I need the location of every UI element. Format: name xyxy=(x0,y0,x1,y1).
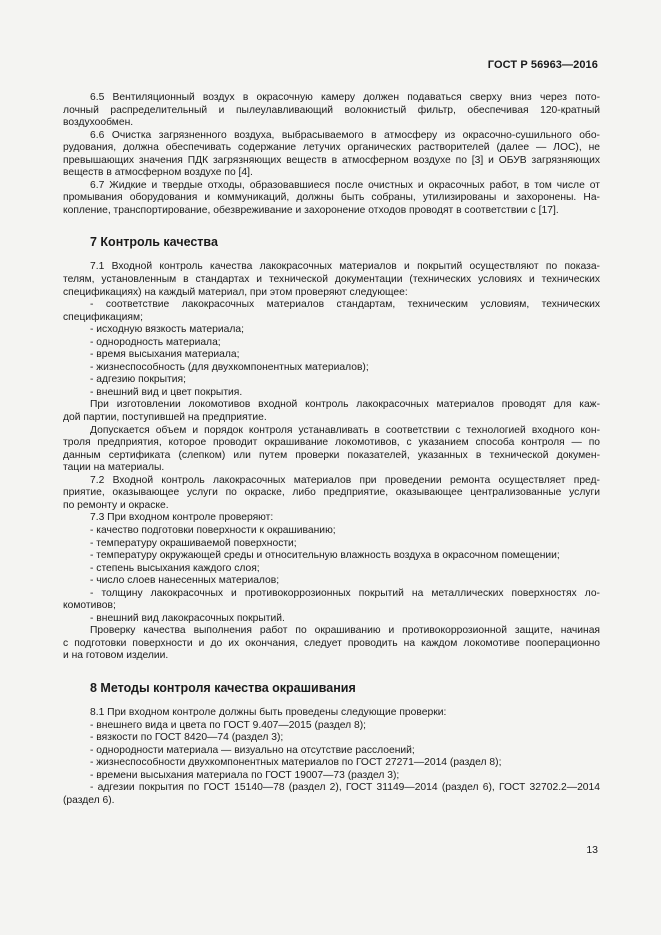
text-line: - степень высыхания каждого слоя; xyxy=(90,562,260,574)
text-line: - однородности материала — визуально на отсутствие расслоений; xyxy=(90,744,415,756)
text-line: Проверку качества выполнения работ по окрашиванию и противокоррозионной защите, начиная xyxy=(90,625,600,637)
text-line: - температуру окружающей среды и относительную влажность воздуха в окрасочном помещении; xyxy=(90,550,560,562)
text-line: веществ в атмосферном воздухе по [4]. xyxy=(63,167,253,179)
text-line: - исходную вязкость материала; xyxy=(90,324,244,336)
text-line: Допускается объем и порядок контроля устанавливать в соответствии с технологией входного кон- xyxy=(90,424,600,436)
text-line: тации на материалы. xyxy=(63,462,165,474)
text-line: дой партии, поступившей на предприятие. xyxy=(63,412,267,424)
spacer xyxy=(63,217,600,235)
text-line: 6.5 Вентиляционный воздух в окрасочную камеру должен подаваться сверху вниз через пото- xyxy=(90,92,600,103)
text-line: - внешний вид лакокрасочных покрытий. xyxy=(90,612,285,624)
text-line: спецификациям; xyxy=(63,311,143,323)
text-line: - толщину лакокрасочных и противокоррозионных покрытий на металлических поверхностях ло- xyxy=(90,587,600,599)
text-line: - внешнего вида и цвета по ГОСТ 9.407—2015 (раздел 8); xyxy=(90,719,367,731)
spacer xyxy=(63,249,600,261)
text-line: троля предприятия, которое проводит окрашивание локомотивов, с указанием способа контроля — по xyxy=(63,437,600,449)
text-line: превышающих значения ПДК загрязняющих веществ в атмосферном воздухе по [3] и ОБУВ загрязняющих xyxy=(63,154,600,166)
text-line: - времени высыхания материала по ГОСТ 19007—73 (раздел 3); xyxy=(90,769,400,781)
section-heading: 7 Контроль качества xyxy=(90,235,218,250)
text-line: промывания оборудования и коммуникаций, должны быть собраны, утилизированы и захоронены. На- xyxy=(63,192,600,204)
text-line: - жизнеспособности двухкомпонентных материалов по ГОСТ 27271—2014 (раздел 8); xyxy=(90,757,502,769)
text-line: - число слоев нанесенных материалов; xyxy=(90,575,280,587)
text-line: - соответствие лакокрасочных материалов стандартам, техническим условиям, технических xyxy=(90,299,600,311)
text-line: 7.2 Входной контроль лакокрасочных материалов при проведении ремонта осуществляет пред- xyxy=(90,474,600,486)
text-line: - качество подготовки поверхности к окрашиванию; xyxy=(90,524,336,536)
text-line: - температуру окрашиваемой поверхности; xyxy=(90,537,297,549)
text-line: рудования, должна обеспечивать содержание летучих органических растворителей (далее — ЛОС), не xyxy=(63,142,600,154)
section-heading: 8 Методы контроля качества окрашивания xyxy=(90,680,356,695)
text-line: комотивов; xyxy=(63,600,116,612)
spacer xyxy=(63,695,600,707)
text-line: При изготовлении локомотивов входной контроль лакокрасочных материалов проводят для каж- xyxy=(90,399,600,411)
text-line: 6.6 Очистка загрязненного воздуха, выбрасываемого в атмосферу из окрасочно-сушильного обо- xyxy=(90,129,600,141)
spacer xyxy=(63,663,600,681)
text-line: спецификациях) на каждый материал, при этом проверяют следующее: xyxy=(63,286,408,298)
text-line: 7.3 При входном контроле проверяют: xyxy=(90,512,274,524)
text-line: и на готовом изделии. xyxy=(63,650,169,662)
text-line: по ремонту и окраске. xyxy=(63,499,169,511)
text-line: - адгезию покрытия; xyxy=(90,374,186,386)
text-line: (раздел 6). xyxy=(63,794,115,806)
text-line: с подготовки поверхности и до их окончания, следует проводить на каждом локомотиве пооперационно xyxy=(63,637,600,649)
text-line: приятие, оказывающее услуги по окраске, либо предприятие, оказывающее централизованные услуги xyxy=(63,487,600,499)
text-line: данным сертификата (слепком) или путем проверки показателей, указанных в технической докумен- xyxy=(63,449,600,461)
text-line: 8.1 При входном контроле должны быть проведены следующие проверки: xyxy=(90,706,447,718)
text-line: - время высыхания материала; xyxy=(90,349,240,361)
text-line: - вязкости по ГОСТ 8420—74 (раздел 3); xyxy=(90,732,284,744)
text-line: - внешний вид и цвет покрытия. xyxy=(90,386,243,398)
text-line: - жизнеспособность (для двухкомпонентных материалов); xyxy=(90,361,369,373)
text-line: 6.7 Жидкие и твердые отходы, образовавшиеся после очистных и окрасочных работ, в том числе от xyxy=(90,179,600,191)
text-line: - однородность материала; xyxy=(90,336,221,348)
text-line: копление, транспортирование, обезвреживание и захоронение отходов проводят в соответствии с [17]. xyxy=(63,204,559,216)
text-line: - адгезии покрытия по ГОСТ 15140—78 (раздел 2), ГОСТ 31149—2014 (раздел 6), ГОСТ 32702.2—2014 xyxy=(90,782,600,794)
page-number: 13 xyxy=(586,844,598,856)
document-number: ГОСТ Р 56963—2016 xyxy=(487,59,598,71)
document-body xyxy=(63,92,600,807)
text-line: телям, установленным в стандартах и технической документации (технических условиях и технических xyxy=(63,274,600,286)
text-line: воздухообмен. xyxy=(63,117,134,129)
text-line: лочный распределительный и пылеулавливающий волокнистый фильтр, обеспечивая 120-кратный xyxy=(63,104,600,116)
text-line: 7.1 Входной контроль качества лакокрасочных материалов и покрытий осуществляют по показа- xyxy=(90,261,600,273)
